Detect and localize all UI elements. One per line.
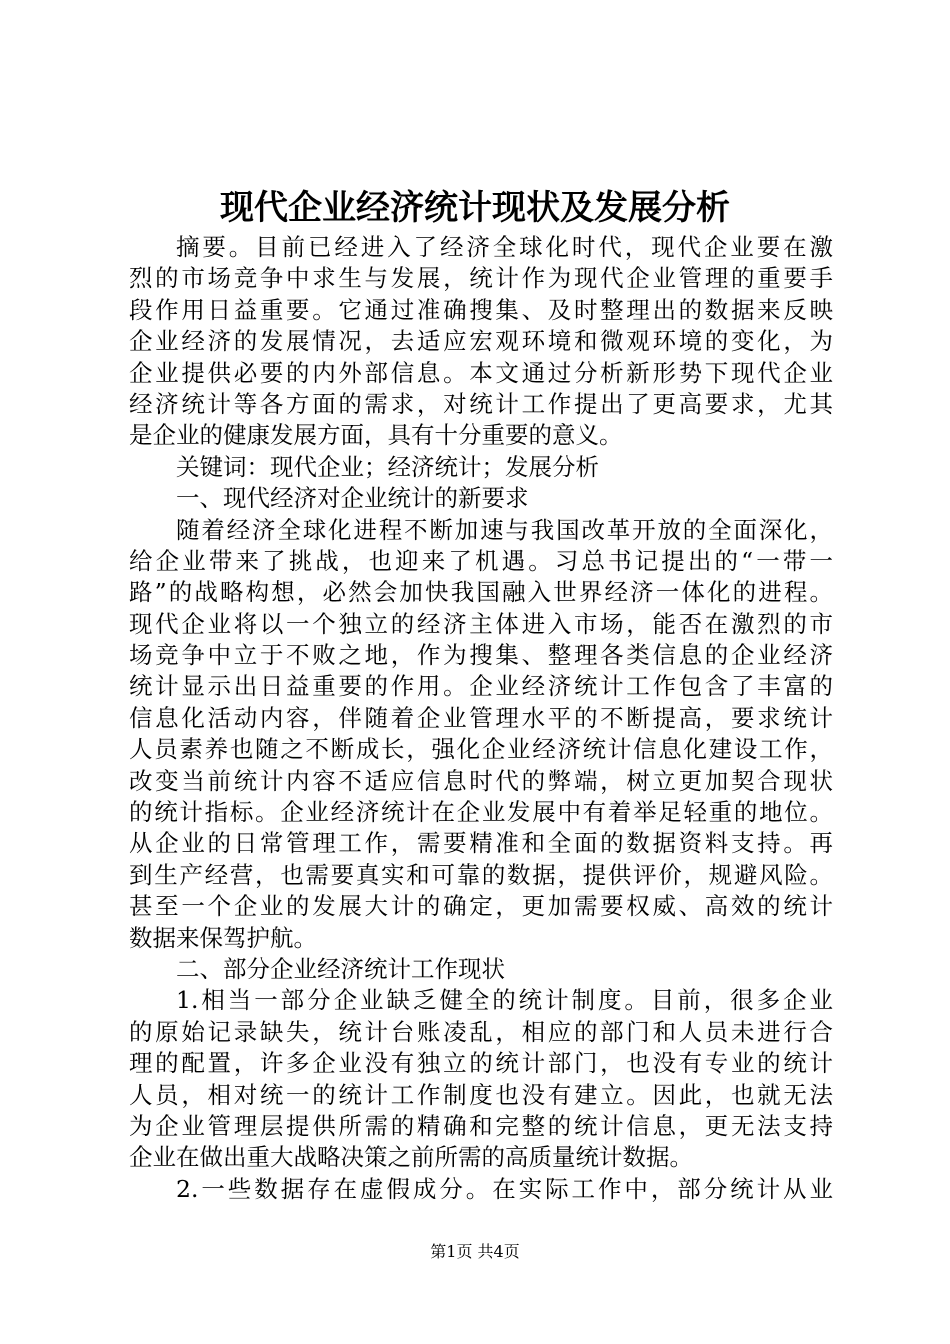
text-line: 场竞争中立于不败之地，作为搜集、整理各类信息的企业经济 [129, 641, 833, 670]
text-line: 数据来保驾护航。 [129, 923, 317, 952]
text-line: 信息化活动内容，伴随着企业管理水平的不断提高，要求统计 [129, 703, 833, 732]
text-line: 理的配置，许多企业没有独立的统计部门，也没有专业的统计 [129, 1049, 833, 1078]
text-line: 随着经济全球化进程不断加速与我国改革开放的全面深化， [176, 515, 833, 544]
text-line: 到生产经营，也需要真实和可靠的数据，提供评价，规避风险。 [129, 860, 833, 889]
text-line: 的统计指标。企业经济统计在企业发展中有着举足轻重的地位。 [129, 798, 833, 827]
text-line: 的原始记录缺失，统计台账凌乱，相应的部门和人员未进行合 [129, 1017, 833, 1046]
text-line: 为企业管理层提供所需的精确和完整的统计信息，更无法支持 [129, 1111, 833, 1140]
text-line: 改变当前统计内容不适应信息时代的弊端，树立更加契合现状 [129, 766, 833, 795]
text-line: 企业经济的发展情况，去适应宏观环境和微观环境的变化，为 [129, 327, 833, 356]
text-line: 烈的市场竞争中求生与发展，统计作为现代企业管理的重要手 [129, 264, 833, 293]
text-line: 2.一些数据存在虚假成分。在实际工作中，部分统计从业 [176, 1174, 833, 1203]
text-line: 从企业的日常管理工作，需要精准和全面的数据资料支持。再 [129, 829, 833, 858]
text-line: 经济统计等各方面的需求，对统计工作提出了更高要求，尤其 [129, 389, 833, 418]
text-line: 人员素养也随之不断成长，强化企业经济统计信息化建设工作， [129, 735, 833, 764]
text-line: 1.相当一部分企业缺乏健全的统计制度。目前，很多企业 [176, 986, 833, 1015]
text-line: 路”的战略构想，必然会加快我国融入世界经济一体化的进程。 [129, 578, 833, 607]
text-line: 现代企业将以一个独立的经济主体进入市场，能否在激烈的市 [129, 609, 833, 638]
page-footer: 第1页 共4页 [430, 1242, 520, 1261]
text-line: 关键词：现代企业；经济统计；发展分析 [176, 452, 599, 481]
text-line: 企业提供必要的内外部信息。本文通过分析新形势下现代企业 [129, 358, 833, 387]
text-line: 人员，相对统一的统计工作制度也没有建立。因此，也就无法 [129, 1080, 833, 1109]
document-body [129, 232, 833, 1205]
text-line: 统计显示出日益重要的作用。企业经济统计工作包含了丰富的 [129, 672, 833, 701]
text-line: 摘要。目前已经进入了经济全球化时代，现代企业要在激 [176, 233, 833, 261]
text-line: 一、现代经济对企业统计的新要求 [176, 484, 529, 513]
document-title: 现代企业经济统计现状及发展分析 [220, 188, 730, 228]
text-line: 给企业带来了挑战，也迎来了机遇。习总书记提出的“一带一 [129, 546, 833, 575]
text-line: 企业在做出重大战略决策之前所需的高质量统计数据。 [129, 1143, 693, 1172]
text-line: 甚至一个企业的发展大计的确定，更加需要权威、高效的统计 [129, 892, 833, 921]
text-line: 段作用日益重要。它通过准确搜集、及时整理出的数据来反映 [129, 295, 833, 324]
text-line: 二、部分企业经济统计工作现状 [176, 954, 505, 983]
text-line: 是企业的健康发展方面，具有十分重要的意义。 [129, 421, 623, 450]
